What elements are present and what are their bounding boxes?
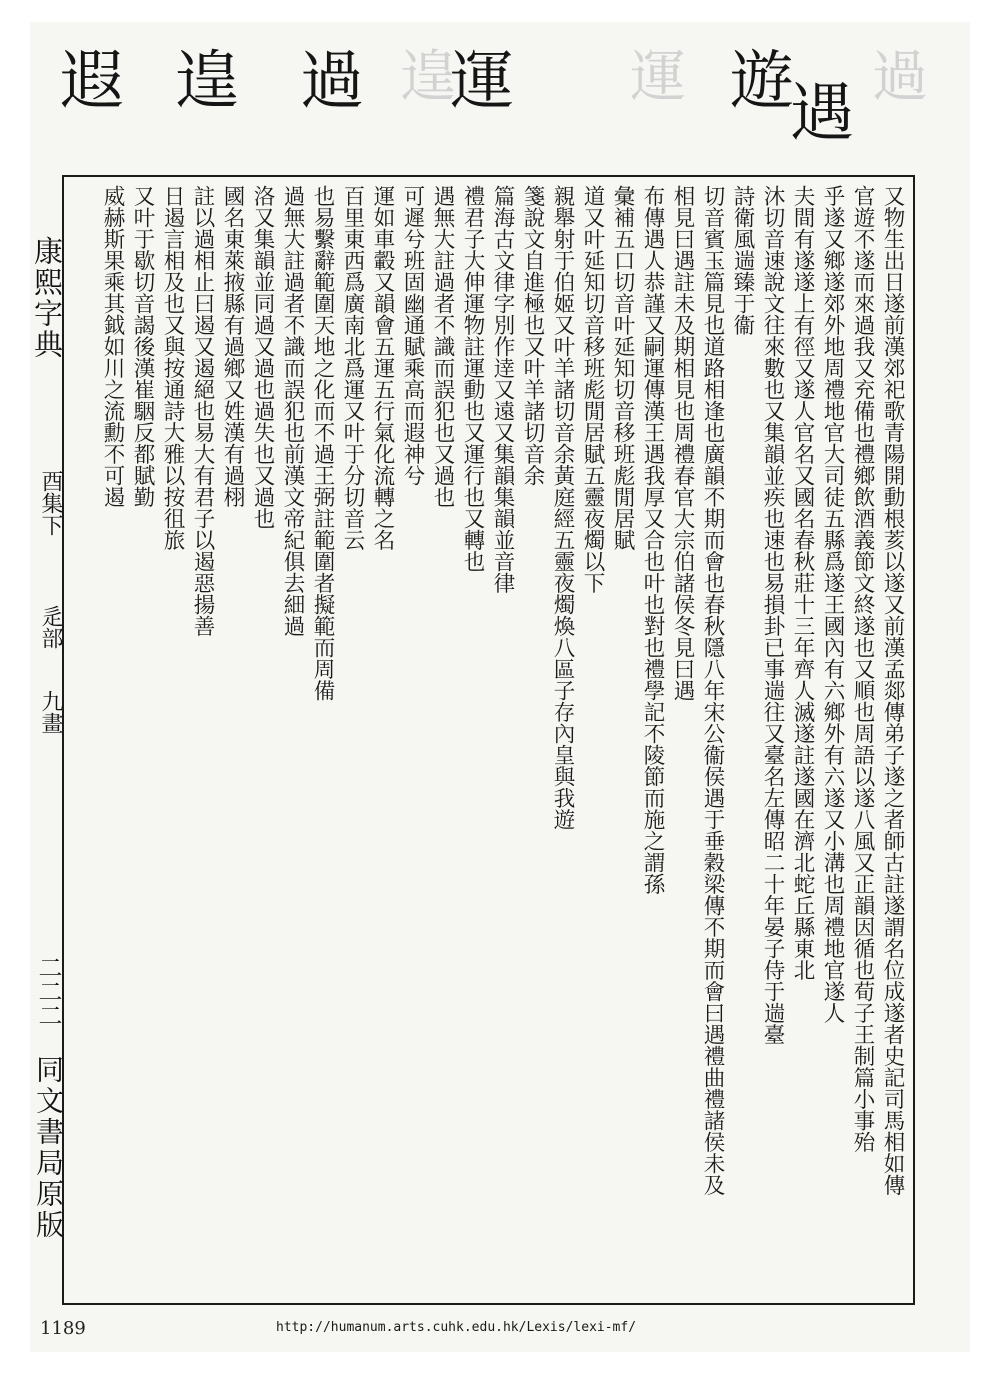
seal-ghost-left: 遑 [400,45,456,110]
text-column: 也易繫辭範圍天地之化而不過王弼註範圍者擬範而周備 [310,185,335,701]
page-number: 二二二 [34,955,62,1027]
text-column: 詩衛風遄臻于衞 [730,185,755,336]
text-column: 篇海古文律字別作逹又遠又集韻集韻並音律 [490,185,515,594]
text-column: 百里東西爲廣南北爲運又叶于分切音云 [340,185,365,551]
folio-number: 1189 [40,1318,86,1339]
text-column: 遇無大註過者不識而誤犯也又過也 [430,185,455,508]
seal-char-5: 遇 [790,77,854,151]
seal-ghost-right: 過 [872,45,928,110]
stroke-count-label: 九畫 [38,690,63,734]
section-label: 酉集下 [38,470,63,536]
text-column: 親舉射于伯姬又叶羊諸切音余黃庭經五靈夜燭煥八區子存內皇與我遊 [550,185,575,830]
text-column: 夫間有遂遂上有徑又遂人官名又國名春秋莊十三年齊人滅遂註遂國在濟北蛇丘縣東北 [790,185,815,981]
text-column: 可遲兮班固幽通賦乘高而遐神兮 [400,185,425,486]
text-column: 布傳遇人恭謹又嗣運傳漢王遇我厚又合也叶也對也禮學記不陵節而施之謂孫 [640,185,665,895]
text-column: 運如車轂又韻會五運五行氣化流轉之名 [370,185,395,551]
seal-script-header [30,22,970,170]
text-column: 禮君子大伸運物註運動也又運行也又轉也 [460,185,485,572]
source-url[interactable]: http://humanum.arts.cuhk.edu.hk/Lexis/lexi-mf/ [276,1320,637,1335]
text-column: 國名東萊掖縣有過鄉又姓漢有過栩 [220,185,245,508]
text-column: 官遊不遂而來過我又充備也禮鄉飲酒義節文終遂也又順也周語以遂八風又正韻因循也荀子王制篇小事殆 [850,185,875,1153]
dictionary-text-frame [62,175,915,1305]
seal-char-3: 過 [300,45,364,119]
radical-label: 辵部 [38,605,63,649]
text-column: 註以過相止曰遏又遏絕也易大有君子以遏惡揚善 [190,185,215,637]
text-column: 又叶于歇切音謁後漢崔駰反都賦勤 [130,185,155,508]
text-column: 沐切音速說文往來數也又集韻並疾也速也易損卦已事遄往又臺名左傳昭二十年晏子侍于遄臺 [760,185,785,1045]
text-column: 相見曰遇註未及期相見也周禮春官大宗伯諸侯冬見曰遇 [670,185,695,701]
text-column: 威赫斯果乘其鉞如川之流勳不可遏 [100,185,125,508]
text-column: 乎遂又鄉遂郊外地周禮地官大司徒五縣爲遂王國內有六鄉外有六遂又小溝也周禮地官遂人 [820,185,845,1024]
seal-char-4: 運 [450,45,514,119]
seal-ghost-mid: 運 [630,45,686,110]
text-column: 切音賓玉篇見也道路相逢也廣韻不期而會也春秋隱八年宋公衞侯遇于垂穀梁傳不期而會曰遇禮曲禮諸侯未及 [700,185,725,1196]
publisher-label: 同文書局原版 [32,1055,65,1241]
text-column: 道又叶延知切音移班彪閒居賦五靈夜燭以下 [580,185,605,594]
seal-char-2: 遑 [175,45,239,119]
dictionary-title: 康熙字典 [30,236,64,360]
text-column: 日遏言相及也又與按通詩大雅以按徂旅 [160,185,185,551]
seal-char-6: 遊 [730,45,794,119]
text-column: 洛又集韻並同過又過也過失也又過也 [250,185,275,529]
text-column: 箋說文自進極也又叶羊諸切音余 [520,185,545,486]
text-column: 又物生出日遂前漢郊祀歌青陽開動根荄以遂又前漢孟郯傳弟子遂之者師古註遂謂名位成遂者史記司馬相如傳 [880,185,905,1196]
dictionary-columns [97,185,907,1297]
text-column: 彙補五口切音叶延知切音移班彪閒居賦 [610,185,635,551]
seal-char-1: 遐 [60,45,124,119]
text-column: 過無大註過者不識而誤犯也前漢文帝紀俱去細過 [280,185,305,637]
